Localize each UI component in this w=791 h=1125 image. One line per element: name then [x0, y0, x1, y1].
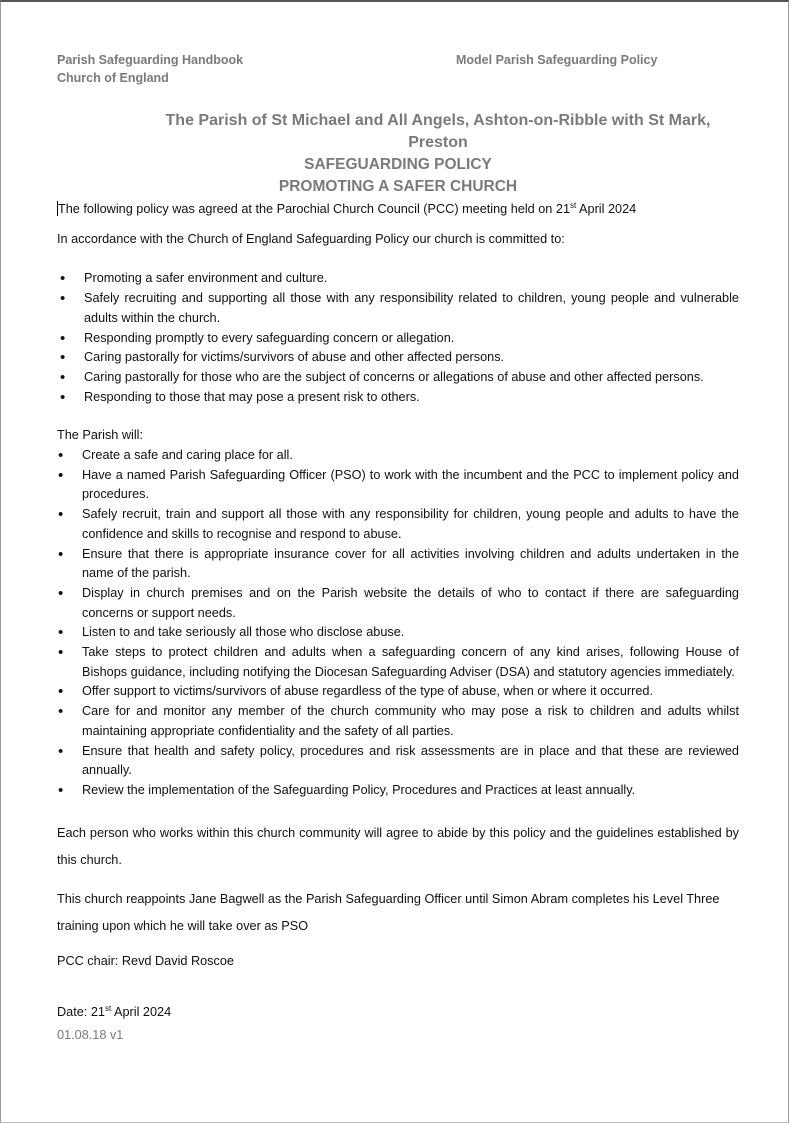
- title-block: [57, 110, 739, 198]
- list-item: • Take steps to protect children and adults when a safeguarding concern of any kind arises, following House of Bishops guidance, including notifying the Diocesan Safeguarding Adviser (DSA) and statutory agencies immediately.: [57, 643, 739, 682]
- list-item: • Display in church premises and on the Parish website the details of who to contact if there are safeguarding concerns or support needs.: [57, 584, 739, 623]
- policy-subtitle: PROMOTING A SAFER CHURCH: [278, 178, 518, 195]
- header-left: [57, 51, 243, 87]
- policy-title: SAFEGUARDING POLICY: [304, 156, 492, 173]
- list-item: • Have a named Parish Safeguarding Officer (PSO) to work with the incumbent and the PCC to implement policy and procedures.: [57, 466, 739, 505]
- each-person-statement: Each person who works within this church community will agree to abide by this policy and the guidelines established by this church.: [57, 825, 739, 867]
- document-body[interactable]: [57, 200, 739, 1046]
- list-item: • Offer support to victims/survivors of abuse regardless of the type of abuse, when or where it occurred.: [57, 682, 739, 702]
- agreement-statement: The following policy was agreed at the Parochial Church Council (PCC) meeting held on 21st April 2024: [58, 201, 637, 216]
- list-item: • Caring pastorally for those who are the subject of concerns or allegations of abuse and other affected persons.: [57, 368, 739, 388]
- commitments-list: [57, 269, 739, 407]
- version-label: 01.08.18 v1: [57, 1028, 124, 1043]
- handbook-title: Parish Safeguarding Handbook: [57, 53, 244, 67]
- list-item: • Ensure that there is appropriate insurance cover for all activities involving children and adults undertaken in the name of the parish.: [57, 545, 739, 584]
- accordance-statement: In accordance with the Church of England Safeguarding Policy our church is committed to:: [57, 231, 565, 246]
- reappointment-statement: This church reappoints Jane Bagwell as the Parish Safeguarding Officer until Simon Abram completes his Level Three training upon which he will take over as PSO: [57, 891, 720, 933]
- parish-will-list: [57, 446, 739, 801]
- church-name: Church of England: [57, 71, 169, 85]
- list-item: • Ensure that health and safety policy, procedures and risk assessments are in place and that these are reviewed annually.: [57, 742, 739, 781]
- list-item: • Responding to those that may pose a present risk to others.: [57, 388, 739, 408]
- list-item: • Listen to and take seriously all those who disclose abuse.: [57, 623, 739, 643]
- list-item: • Review the implementation of the Safeguarding Policy, Procedures and Practices at least annually.: [57, 781, 739, 801]
- list-item: • Caring pastorally for victims/survivors of abuse and other affected persons.: [57, 348, 739, 368]
- parish-name: The Parish of St Michael and All Angels, Ashton-on-Ribble with St Mark, Preston: [165, 112, 711, 151]
- date-line: Date: 21st April 2024: [57, 1004, 172, 1020]
- header-right: Model Parish Safeguarding Policy: [456, 53, 658, 67]
- list-item: • Safely recruit, train and support all those with any responsibility for children, young people and adults to have the confidence and skills to recognise and respond to abuse.: [57, 505, 739, 544]
- list-item: • Safely recruiting and supporting all those with any responsibility related to children, young people and vulnerable adults within the church.: [57, 289, 739, 328]
- list-item: • Responding promptly to every safeguarding concern or allegation.: [57, 329, 739, 349]
- pcc-chair: PCC chair: Revd David Roscoe: [57, 953, 234, 968]
- parish-will-heading: The Parish will:: [57, 428, 144, 443]
- list-item: • Promoting a safer environment and culture.: [57, 269, 739, 289]
- list-item: • Care for and monitor any member of the church community who may pose a risk to children and adults whilst maintaining appropriate confidentiality and the safety of all parties.: [57, 702, 739, 741]
- list-item: • Create a safe and caring place for all.: [57, 446, 739, 466]
